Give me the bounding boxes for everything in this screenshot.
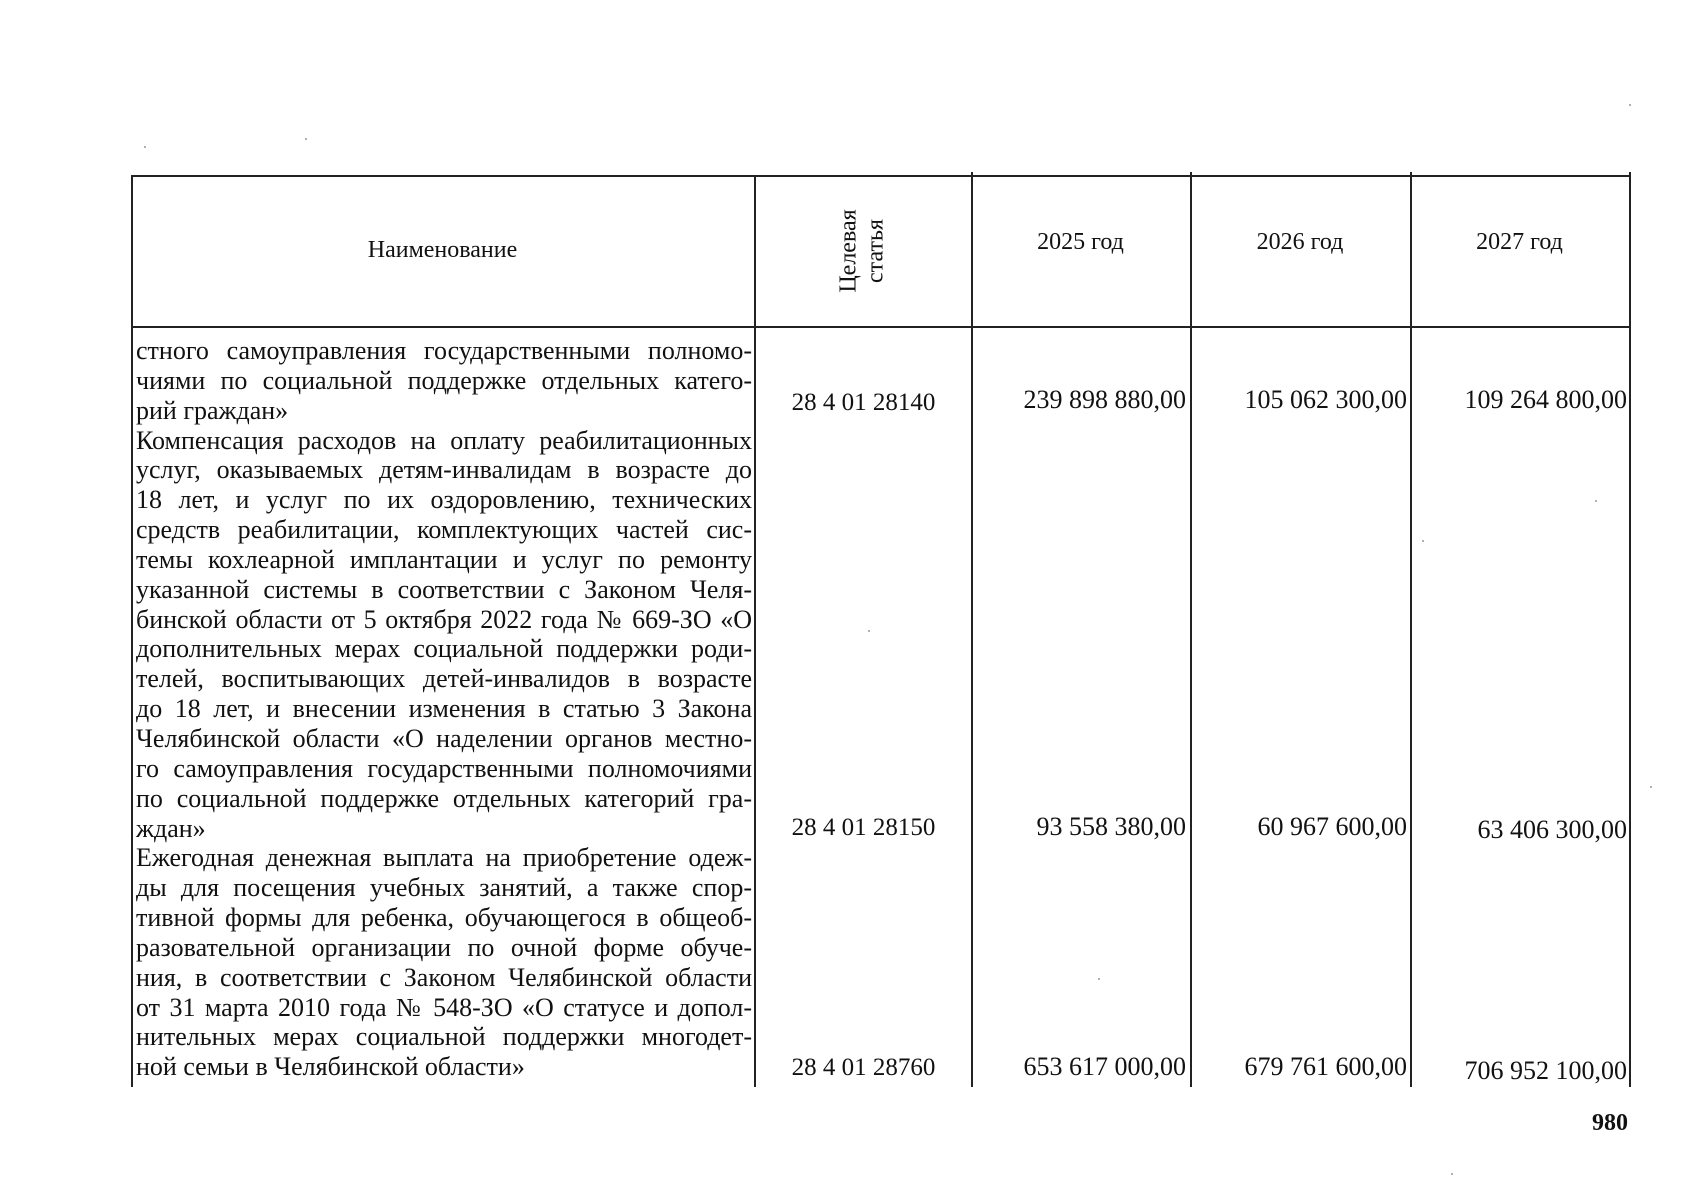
description-line: ждан» bbox=[136, 813, 206, 843]
header-year-2027 bbox=[1410, 167, 1629, 318]
scan-speck bbox=[1595, 500, 1597, 502]
description-line: рий граждан» bbox=[136, 395, 289, 425]
amount-2026: 105 062 300,00 bbox=[1244, 385, 1407, 414]
table-right-border bbox=[1629, 172, 1631, 1087]
description-line: темы кохлеарной имплантации и услуг по ремонту bbox=[136, 544, 752, 574]
header-target-article-line2: статья bbox=[862, 218, 889, 283]
description-line: телей, воспитывающих детей-инвалидов в возрасте bbox=[136, 664, 752, 694]
description-line: разовательной организации по очной форме обуче- bbox=[136, 932, 752, 962]
header-year-2025-text: 2025 год bbox=[1037, 229, 1124, 255]
amount-2025: 653 617 000,00 bbox=[1023, 1052, 1186, 1081]
budget-table bbox=[131, 175, 1630, 1087]
target-article-code: 28 4 01 28140 bbox=[791, 389, 936, 416]
header-year-2025 bbox=[971, 167, 1190, 318]
scan-speck bbox=[1629, 104, 1631, 106]
header-target-article bbox=[754, 175, 971, 326]
scan-speck bbox=[1422, 540, 1424, 542]
description-line: стного самоуправления государственными полномо- bbox=[136, 336, 752, 365]
scan-speck bbox=[1650, 786, 1652, 788]
description-line: го самоуправления государственными полномочиями bbox=[136, 753, 752, 783]
scan-speck bbox=[868, 630, 870, 632]
header-year-2026 bbox=[1190, 167, 1410, 318]
amount-2026: 679 761 600,00 bbox=[1244, 1052, 1407, 1081]
description-line: Ежегодная денежная выплата на приобретение одеж- bbox=[136, 843, 752, 873]
page-number: 980 bbox=[1592, 1110, 1628, 1136]
scan-speck bbox=[1098, 978, 1100, 980]
description-line: дополнительных мерах социальной поддержки роди- bbox=[136, 634, 752, 664]
scan-speck bbox=[305, 138, 307, 140]
header-year-2027-text: 2027 год bbox=[1476, 229, 1563, 255]
header-name bbox=[131, 175, 754, 326]
description-column bbox=[136, 336, 752, 1082]
target-article-code: 28 4 01 28760 bbox=[791, 1054, 936, 1081]
description-line: средств реабилитации, комплектующих частей сис- bbox=[136, 515, 752, 545]
amount-2025: 239 898 880,00 bbox=[1023, 385, 1186, 414]
description-line: ной семьи в Челябинской области» bbox=[136, 1052, 525, 1082]
description-line: Компенсация расходов на оплату реабилитационных bbox=[136, 425, 752, 455]
description-line: ды для посещения учебных занятий, а также спор- bbox=[136, 873, 752, 903]
description-line: от 31 марта 2010 года № 548-ЗО «О статусе и допол- bbox=[136, 992, 752, 1022]
description-line: ния, в соответствии с Законом Челябинской области bbox=[136, 962, 752, 992]
amount-2025: 93 558 380,00 bbox=[1036, 812, 1186, 841]
header-bottom-border bbox=[131, 326, 1630, 328]
description-line: до 18 лет, и внесении изменения в статью 3 Закона bbox=[136, 694, 752, 724]
header-target-article-text bbox=[835, 209, 889, 292]
amount-2027: 109 264 800,00 bbox=[1464, 385, 1627, 414]
scan-speck bbox=[1451, 1173, 1453, 1175]
description-line: услуг, оказываемых детям-инвалидам в возрасте до bbox=[136, 455, 752, 485]
description-line: тивной формы для ребенка, обучающегося в общеоб- bbox=[136, 903, 752, 933]
description-line: 18 лет, и услуг по их оздоровлению, технических bbox=[136, 485, 752, 515]
description-line: бинской области от 5 октября 2022 года № 669-ЗО «О bbox=[136, 604, 752, 634]
description-line: чиями по социальной поддержке отдельных катего- bbox=[136, 365, 752, 395]
description-line: Челябинской области «О наделении органов местно- bbox=[136, 723, 752, 753]
amount-2027: 63 406 300,00 bbox=[1477, 815, 1627, 844]
scan-speck bbox=[144, 146, 146, 148]
header-year-2026-text: 2026 год bbox=[1256, 229, 1344, 255]
amount-2027: 706 952 100,00 bbox=[1464, 1056, 1627, 1085]
header-target-article-line1: Целевая bbox=[835, 208, 862, 293]
amount-2026: 60 967 600,00 bbox=[1257, 812, 1407, 841]
description-line: по социальной поддержке отдельных категорий гра- bbox=[136, 783, 752, 813]
target-article-code: 28 4 01 28150 bbox=[791, 814, 936, 841]
description-line: нительных мерах социальной поддержки многодет- bbox=[136, 1022, 752, 1052]
description-line: указанной системы в соответствии с Законом Челя- bbox=[136, 574, 752, 604]
header-name-text: Наименование bbox=[367, 237, 518, 263]
